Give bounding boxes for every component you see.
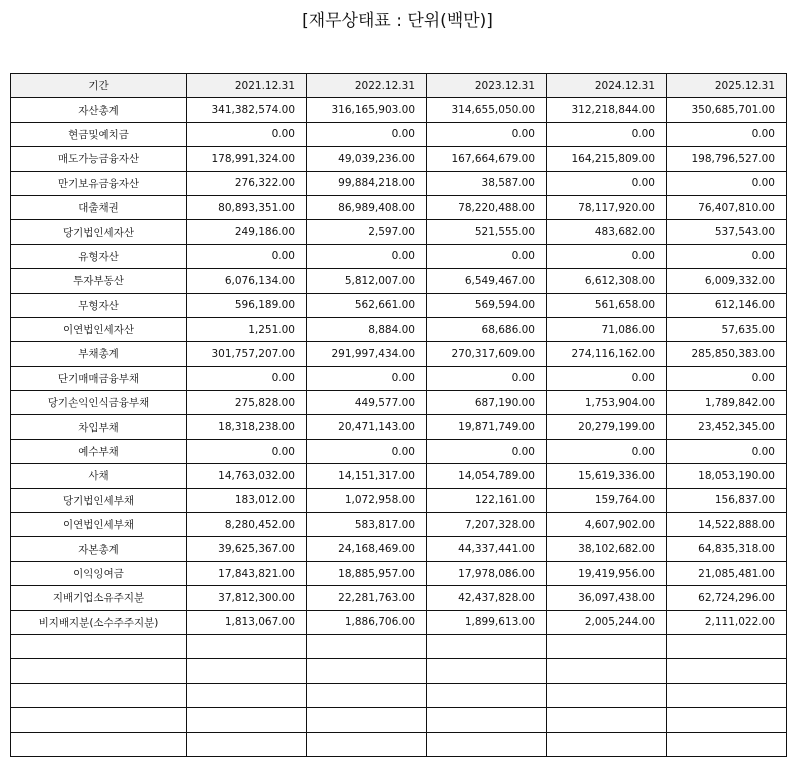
value-cell: 156,837.00	[667, 488, 787, 512]
value-cell: 291,997,434.00	[307, 342, 427, 366]
value-cell	[187, 659, 307, 683]
value-cell: 49,039,236.00	[307, 147, 427, 171]
value-cell: 687,190.00	[427, 391, 547, 415]
header-cell-year: 2022.12.31	[307, 74, 427, 98]
table-header	[11, 74, 787, 98]
value-cell: 5,812,007.00	[307, 269, 427, 293]
value-cell: 314,655,050.00	[427, 98, 547, 122]
value-cell: 341,382,574.00	[187, 98, 307, 122]
table-row	[11, 220, 787, 244]
value-cell: 21,085,481.00	[667, 561, 787, 585]
value-cell: 483,682.00	[547, 220, 667, 244]
value-cell: 0.00	[307, 439, 427, 463]
value-cell: 270,317,609.00	[427, 342, 547, 366]
value-cell	[187, 732, 307, 756]
value-cell: 6,009,332.00	[667, 269, 787, 293]
value-cell	[427, 708, 547, 732]
value-cell: 612,146.00	[667, 293, 787, 317]
table-row	[11, 439, 787, 463]
value-cell: 6,076,134.00	[187, 269, 307, 293]
value-cell: 0.00	[307, 244, 427, 268]
value-cell: 1,753,904.00	[547, 391, 667, 415]
value-cell: 0.00	[307, 122, 427, 146]
value-cell: 24,168,469.00	[307, 537, 427, 561]
value-cell: 6,612,308.00	[547, 269, 667, 293]
row-label: 부채총계	[11, 342, 187, 366]
value-cell: 167,664,679.00	[427, 147, 547, 171]
value-cell: 0.00	[187, 244, 307, 268]
value-cell: 0.00	[547, 244, 667, 268]
value-cell	[187, 683, 307, 707]
value-cell: 316,165,903.00	[307, 98, 427, 122]
value-cell: 68,686.00	[427, 317, 547, 341]
value-cell: 0.00	[667, 171, 787, 195]
value-cell: 2,111,022.00	[667, 610, 787, 634]
value-cell: 71,086.00	[547, 317, 667, 341]
value-cell: 0.00	[667, 366, 787, 390]
table-row	[11, 488, 787, 512]
header-cell-year: 2025.12.31	[667, 74, 787, 98]
row-label: 무형자산	[11, 293, 187, 317]
table-row	[11, 537, 787, 561]
value-cell: 274,116,162.00	[547, 342, 667, 366]
value-cell: 99,884,218.00	[307, 171, 427, 195]
value-cell: 80,893,351.00	[187, 195, 307, 219]
value-cell	[667, 634, 787, 658]
value-cell	[307, 683, 427, 707]
value-cell: 14,054,789.00	[427, 464, 547, 488]
value-cell: 0.00	[667, 439, 787, 463]
value-cell: 1,251.00	[187, 317, 307, 341]
value-cell: 583,817.00	[307, 513, 427, 537]
value-cell	[187, 634, 307, 658]
value-cell: 198,796,527.00	[667, 147, 787, 171]
value-cell: 0.00	[187, 122, 307, 146]
row-label	[11, 732, 187, 756]
value-cell: 8,280,452.00	[187, 513, 307, 537]
table-row	[11, 561, 787, 585]
header-cell-year: 2021.12.31	[187, 74, 307, 98]
value-cell: 14,763,032.00	[187, 464, 307, 488]
value-cell	[547, 634, 667, 658]
table-row	[11, 342, 787, 366]
value-cell: 44,337,441.00	[427, 537, 547, 561]
value-cell: 301,757,207.00	[187, 342, 307, 366]
value-cell: 178,991,324.00	[187, 147, 307, 171]
value-cell	[667, 732, 787, 756]
table-row	[11, 634, 787, 658]
value-cell: 312,218,844.00	[547, 98, 667, 122]
value-cell	[427, 659, 547, 683]
table-row	[11, 98, 787, 122]
value-cell: 8,884.00	[307, 317, 427, 341]
row-label: 지배기업소유주지분	[11, 586, 187, 610]
value-cell: 0.00	[547, 122, 667, 146]
value-cell: 0.00	[427, 244, 547, 268]
value-cell: 22,281,763.00	[307, 586, 427, 610]
row-label: 자본총계	[11, 537, 187, 561]
value-cell: 6,549,467.00	[427, 269, 547, 293]
value-cell: 18,885,957.00	[307, 561, 427, 585]
row-label: 예수부채	[11, 439, 187, 463]
value-cell: 1,813,067.00	[187, 610, 307, 634]
value-cell: 42,437,828.00	[427, 586, 547, 610]
value-cell: 350,685,701.00	[667, 98, 787, 122]
value-cell	[547, 732, 667, 756]
table-row	[11, 659, 787, 683]
header-cell-period: 기간	[11, 74, 187, 98]
value-cell	[547, 683, 667, 707]
value-cell: 0.00	[667, 122, 787, 146]
table-row	[11, 171, 787, 195]
value-cell: 38,102,682.00	[547, 537, 667, 561]
value-cell: 2,597.00	[307, 220, 427, 244]
value-cell: 0.00	[187, 439, 307, 463]
value-cell	[307, 659, 427, 683]
value-cell: 7,207,328.00	[427, 513, 547, 537]
row-label: 비지배지분(소수주주지분)	[11, 610, 187, 634]
value-cell: 1,072,958.00	[307, 488, 427, 512]
row-label: 차입부채	[11, 415, 187, 439]
row-label: 당기법인세자산	[11, 220, 187, 244]
row-label: 유형자산	[11, 244, 187, 268]
table-row	[11, 122, 787, 146]
value-cell: 561,658.00	[547, 293, 667, 317]
value-cell: 23,452,345.00	[667, 415, 787, 439]
value-cell: 285,850,383.00	[667, 342, 787, 366]
value-cell: 17,978,086.00	[427, 561, 547, 585]
value-cell: 0.00	[427, 439, 547, 463]
value-cell: 78,117,920.00	[547, 195, 667, 219]
value-cell: 17,843,821.00	[187, 561, 307, 585]
row-label: 이연법인세자산	[11, 317, 187, 341]
row-label: 당기법인세부채	[11, 488, 187, 512]
table-row	[11, 269, 787, 293]
header-cell-year: 2023.12.31	[427, 74, 547, 98]
table-row	[11, 317, 787, 341]
value-cell: 0.00	[427, 122, 547, 146]
value-cell: 275,828.00	[187, 391, 307, 415]
value-cell: 159,764.00	[547, 488, 667, 512]
value-cell	[427, 732, 547, 756]
value-cell	[547, 708, 667, 732]
value-cell	[187, 708, 307, 732]
value-cell: 2,005,244.00	[547, 610, 667, 634]
value-cell: 0.00	[187, 366, 307, 390]
value-cell	[307, 708, 427, 732]
table-row	[11, 732, 787, 756]
value-cell: 76,407,810.00	[667, 195, 787, 219]
table-row	[11, 366, 787, 390]
value-cell: 14,522,888.00	[667, 513, 787, 537]
row-label: 이익잉여금	[11, 561, 187, 585]
value-cell	[667, 683, 787, 707]
table-row	[11, 683, 787, 707]
table-row	[11, 244, 787, 268]
value-cell: 37,812,300.00	[187, 586, 307, 610]
value-cell: 64,835,318.00	[667, 537, 787, 561]
value-cell: 0.00	[427, 366, 547, 390]
value-cell	[667, 708, 787, 732]
value-cell: 14,151,317.00	[307, 464, 427, 488]
row-label	[11, 659, 187, 683]
table-row	[11, 293, 787, 317]
header-cell-year: 2024.12.31	[547, 74, 667, 98]
table-row	[11, 415, 787, 439]
row-label: 만기보유금융자산	[11, 171, 187, 195]
row-label	[11, 634, 187, 658]
value-cell	[427, 634, 547, 658]
table-row	[11, 147, 787, 171]
value-cell: 537,543.00	[667, 220, 787, 244]
row-label	[11, 708, 187, 732]
table-row	[11, 195, 787, 219]
financial-statement-table	[10, 73, 787, 757]
row-label: 대출채권	[11, 195, 187, 219]
table-body	[11, 98, 787, 757]
value-cell: 122,161.00	[427, 488, 547, 512]
value-cell: 86,989,408.00	[307, 195, 427, 219]
value-cell: 62,724,296.00	[667, 586, 787, 610]
row-label: 사채	[11, 464, 187, 488]
value-cell: 19,419,956.00	[547, 561, 667, 585]
row-label: 당기손익인식금융부채	[11, 391, 187, 415]
row-label: 이연법인세부채	[11, 513, 187, 537]
value-cell: 1,886,706.00	[307, 610, 427, 634]
row-label: 매도가능금융자산	[11, 147, 187, 171]
value-cell: 20,279,199.00	[547, 415, 667, 439]
table-row	[11, 391, 787, 415]
value-cell: 164,215,809.00	[547, 147, 667, 171]
value-cell: 1,789,842.00	[667, 391, 787, 415]
table-row	[11, 464, 787, 488]
value-cell: 18,318,238.00	[187, 415, 307, 439]
value-cell: 20,471,143.00	[307, 415, 427, 439]
value-cell: 183,012.00	[187, 488, 307, 512]
value-cell: 276,322.00	[187, 171, 307, 195]
value-cell: 15,619,336.00	[547, 464, 667, 488]
value-cell: 449,577.00	[307, 391, 427, 415]
row-label: 현금및예치금	[11, 122, 187, 146]
value-cell: 39,625,367.00	[187, 537, 307, 561]
row-label	[11, 683, 187, 707]
value-cell	[667, 659, 787, 683]
value-cell: 249,186.00	[187, 220, 307, 244]
row-label: 단기매매금융부채	[11, 366, 187, 390]
value-cell: 36,097,438.00	[547, 586, 667, 610]
row-label: 자산총계	[11, 98, 187, 122]
table-row	[11, 586, 787, 610]
value-cell: 78,220,488.00	[427, 195, 547, 219]
value-cell: 18,053,190.00	[667, 464, 787, 488]
value-cell: 57,635.00	[667, 317, 787, 341]
value-cell: 0.00	[547, 366, 667, 390]
value-cell: 521,555.00	[427, 220, 547, 244]
value-cell	[547, 659, 667, 683]
value-cell: 0.00	[307, 366, 427, 390]
value-cell: 0.00	[547, 171, 667, 195]
value-cell: 1,899,613.00	[427, 610, 547, 634]
value-cell: 19,871,749.00	[427, 415, 547, 439]
value-cell: 4,607,902.00	[547, 513, 667, 537]
value-cell: 38,587.00	[427, 171, 547, 195]
value-cell: 562,661.00	[307, 293, 427, 317]
value-cell: 596,189.00	[187, 293, 307, 317]
table-row	[11, 708, 787, 732]
table-row	[11, 513, 787, 537]
header-row	[11, 74, 787, 98]
table-row	[11, 610, 787, 634]
row-label: 투자부동산	[11, 269, 187, 293]
page-title: [재무상태표 : 단위(백만)]	[302, 11, 493, 31]
value-cell	[307, 732, 427, 756]
value-cell: 0.00	[667, 244, 787, 268]
value-cell	[427, 683, 547, 707]
value-cell: 0.00	[547, 439, 667, 463]
value-cell	[307, 634, 427, 658]
value-cell: 569,594.00	[427, 293, 547, 317]
